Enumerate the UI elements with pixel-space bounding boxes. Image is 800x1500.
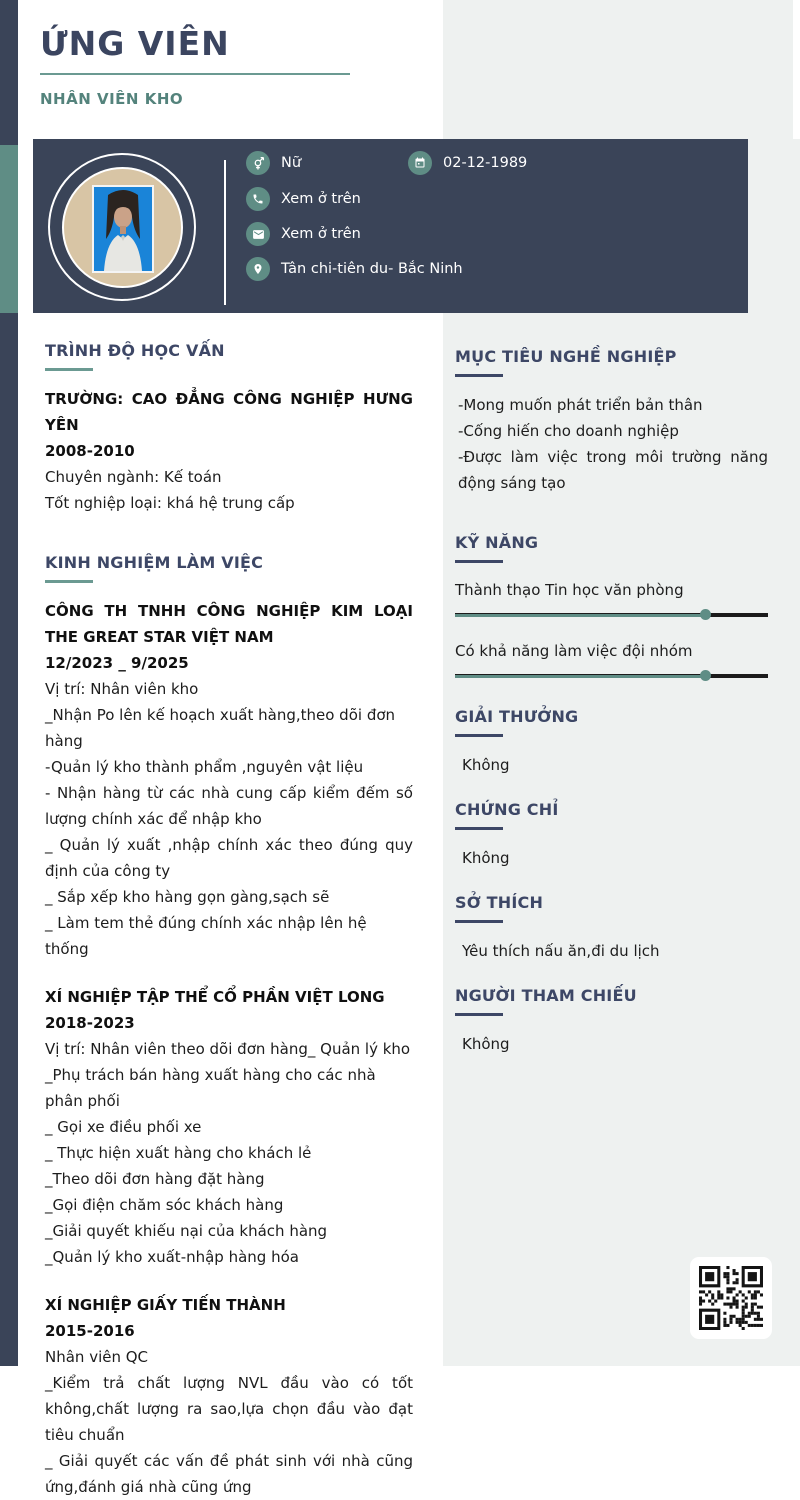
education-heading: TRÌNH ĐỘ HỌC VẤN bbox=[45, 341, 225, 360]
location-icon bbox=[246, 257, 270, 281]
objective-heading: MỤC TIÊU NGHỀ NGHIỆP bbox=[455, 347, 677, 366]
gender-value: Nữ bbox=[281, 155, 302, 171]
job-line: _Phụ trách bán hàng xuất hàng cho các nhà phân phối bbox=[45, 1066, 376, 1110]
job-line: _Quản lý kho xuất-nhập hàng hóa bbox=[45, 1248, 299, 1266]
hobbies-heading: SỞ THÍCH bbox=[455, 893, 544, 912]
skill-bar-knob bbox=[700, 670, 711, 681]
qr-code bbox=[690, 1257, 772, 1339]
header-divider bbox=[224, 160, 226, 305]
title-underline bbox=[40, 73, 350, 75]
page-title: ỨNG VIÊN bbox=[40, 24, 230, 63]
qr-pattern-svg bbox=[699, 1266, 763, 1330]
objective-line: -Được làm việc trong môi trường năng động sáng tạo bbox=[458, 448, 768, 492]
right-panel-top-background bbox=[443, 0, 793, 139]
section-references bbox=[455, 986, 768, 1057]
job-line: _Gọi điện chăm sóc khách hàng bbox=[45, 1196, 284, 1214]
hobbies-underline bbox=[455, 920, 503, 923]
section-skills bbox=[455, 533, 768, 681]
job-company: XÍ NGHIỆP TẬP THỂ CỔ PHẦN VIỆT LONG bbox=[45, 988, 385, 1006]
section-awards bbox=[455, 707, 768, 778]
skill-bar-fill bbox=[455, 614, 705, 617]
job-line: _Theo dõi đơn hàng đặt hàng bbox=[45, 1170, 265, 1188]
job-line: Vị trí: Nhân viên theo dõi đơn hàng_ Quản lý kho bbox=[45, 1040, 411, 1058]
left-column bbox=[45, 313, 413, 1500]
skill-bar bbox=[455, 609, 768, 620]
contact-gender bbox=[246, 151, 301, 175]
certificates-heading: CHỨNG CHỈ bbox=[455, 800, 559, 819]
awards-underline bbox=[455, 734, 503, 737]
skill-bar bbox=[455, 670, 768, 681]
email-value: Xem ở trên bbox=[281, 226, 361, 242]
section-hobbies bbox=[455, 893, 768, 964]
job-entry bbox=[45, 1292, 413, 1500]
job-line: Nhân viên QC bbox=[45, 1348, 149, 1366]
job-line: _ Giải quyết các vấn đề phát sinh với nhà cũng ứng,đánh giá nhà cũng ứng bbox=[45, 1452, 413, 1496]
section-experience bbox=[45, 553, 413, 1500]
calendar-icon bbox=[408, 151, 432, 175]
job-line: _ Gọi xe điều phối xe bbox=[45, 1118, 202, 1136]
objective-line: -Mong muốn phát triển bản thân bbox=[458, 396, 703, 414]
skill-label: Thành thạo Tin học văn phòng bbox=[455, 581, 684, 599]
experience-heading: KINH NGHIỆM LÀM VIỆC bbox=[45, 553, 264, 572]
right-column bbox=[455, 313, 768, 1057]
experience-underline bbox=[45, 580, 93, 583]
job-company: XÍ NGHIỆP GIẤY TIẾN THÀNH bbox=[45, 1296, 286, 1314]
job-entry bbox=[45, 598, 413, 962]
job-line: Vị trí: Nhân viên kho bbox=[45, 680, 199, 698]
person-silhouette bbox=[94, 187, 152, 271]
education-underline bbox=[45, 368, 93, 371]
profile-photo bbox=[62, 167, 183, 288]
phone-value: Xem ở trên bbox=[281, 191, 361, 207]
skill-item bbox=[455, 578, 768, 620]
job-line: _Nhận Po lên kế hoạch xuất hàng,theo dõi đơn hàng bbox=[45, 706, 396, 750]
phone-icon bbox=[246, 187, 270, 211]
awards-heading: GIẢI THƯỞNG bbox=[455, 707, 579, 726]
education-years: 2008-2010 bbox=[45, 442, 135, 460]
job-line: _Kiểm trả chất lượng NVL đầu vào có tốt không,chất lượng ra sao,lựa chọn đầu vào đạt tiêu chuẩn bbox=[45, 1374, 413, 1444]
left-edge-strip-top bbox=[0, 0, 18, 145]
certificates-underline bbox=[455, 827, 503, 830]
section-certificates bbox=[455, 800, 768, 871]
left-edge-strip-middle bbox=[0, 145, 18, 313]
references-underline bbox=[455, 1013, 503, 1016]
skill-bar-knob bbox=[700, 609, 711, 620]
skill-bar-fill bbox=[455, 675, 705, 678]
education-line: Tốt nghiệp loại: khá hệ trung cấp bbox=[45, 494, 295, 512]
email-icon bbox=[246, 222, 270, 246]
header-band bbox=[33, 139, 748, 313]
objective-underline bbox=[455, 374, 503, 377]
job-line: - Nhận hàng từ các nhà cung cấp kiểm đếm số lượng chính xác để nhập kho bbox=[45, 784, 413, 828]
contact-address bbox=[246, 257, 463, 281]
certificates-value: Không bbox=[462, 849, 510, 867]
skill-item bbox=[455, 639, 768, 681]
job-title: NHÂN VIÊN KHO bbox=[40, 90, 184, 108]
skills-underline bbox=[455, 560, 503, 563]
job-line: -Quản lý kho thành phẩm ,nguyên vật liệu bbox=[45, 758, 364, 776]
skills-heading: KỸ NĂNG bbox=[455, 533, 539, 552]
awards-value: Không bbox=[462, 756, 510, 774]
contact-email bbox=[246, 222, 361, 246]
education-school: TRƯỜNG: CAO ĐẲNG CÔNG NGHIỆP HƯNG YÊN bbox=[45, 390, 413, 434]
dob-value: 02-12-1989 bbox=[443, 155, 528, 171]
section-education bbox=[45, 341, 413, 516]
profile-photo-inner bbox=[92, 185, 154, 273]
job-period: 12/2023 _ 9/2025 bbox=[45, 654, 189, 672]
job-line: _ Thực hiện xuất hàng cho khách lẻ bbox=[45, 1144, 312, 1162]
gender-icon bbox=[246, 151, 270, 175]
references-value: Không bbox=[462, 1035, 510, 1053]
contact-phone bbox=[246, 187, 361, 211]
section-objective bbox=[455, 347, 768, 496]
skill-label: Có khả năng làm việc đội nhóm bbox=[455, 642, 693, 660]
hobbies-value: Yêu thích nấu ăn,đi du lịch bbox=[462, 942, 660, 960]
title-block bbox=[40, 24, 420, 108]
education-line: Chuyên ngành: Kế toán bbox=[45, 468, 222, 486]
references-heading: NGƯỜI THAM CHIẾU bbox=[455, 986, 637, 1005]
job-period: 2018-2023 bbox=[45, 1014, 135, 1032]
job-company: CÔNG TH TNHH CÔNG NGHIỆP KIM LOẠI THE GREAT STAR VIỆT NAM bbox=[45, 602, 413, 646]
objective-line: -Cống hiến cho doanh nghiệp bbox=[458, 422, 679, 440]
job-line: _ Quản lý xuất ,nhập chính xác theo đúng quy định của công ty bbox=[45, 836, 413, 880]
address-value: Tân chi-tiên du- Bắc Ninh bbox=[281, 261, 463, 277]
contact-dob bbox=[408, 151, 527, 175]
job-period: 2015-2016 bbox=[45, 1322, 135, 1340]
job-line: _Giải quyết khiếu nại của khách hàng bbox=[45, 1222, 328, 1240]
job-line: _ Làm tem thẻ đúng chính xác nhập lên hệ thống bbox=[45, 914, 367, 958]
job-line: _ Sắp xếp kho hàng gọn gàng,sạch sẽ bbox=[45, 888, 330, 906]
left-edge-strip-bottom bbox=[0, 313, 18, 1366]
job-entry bbox=[45, 984, 413, 1270]
